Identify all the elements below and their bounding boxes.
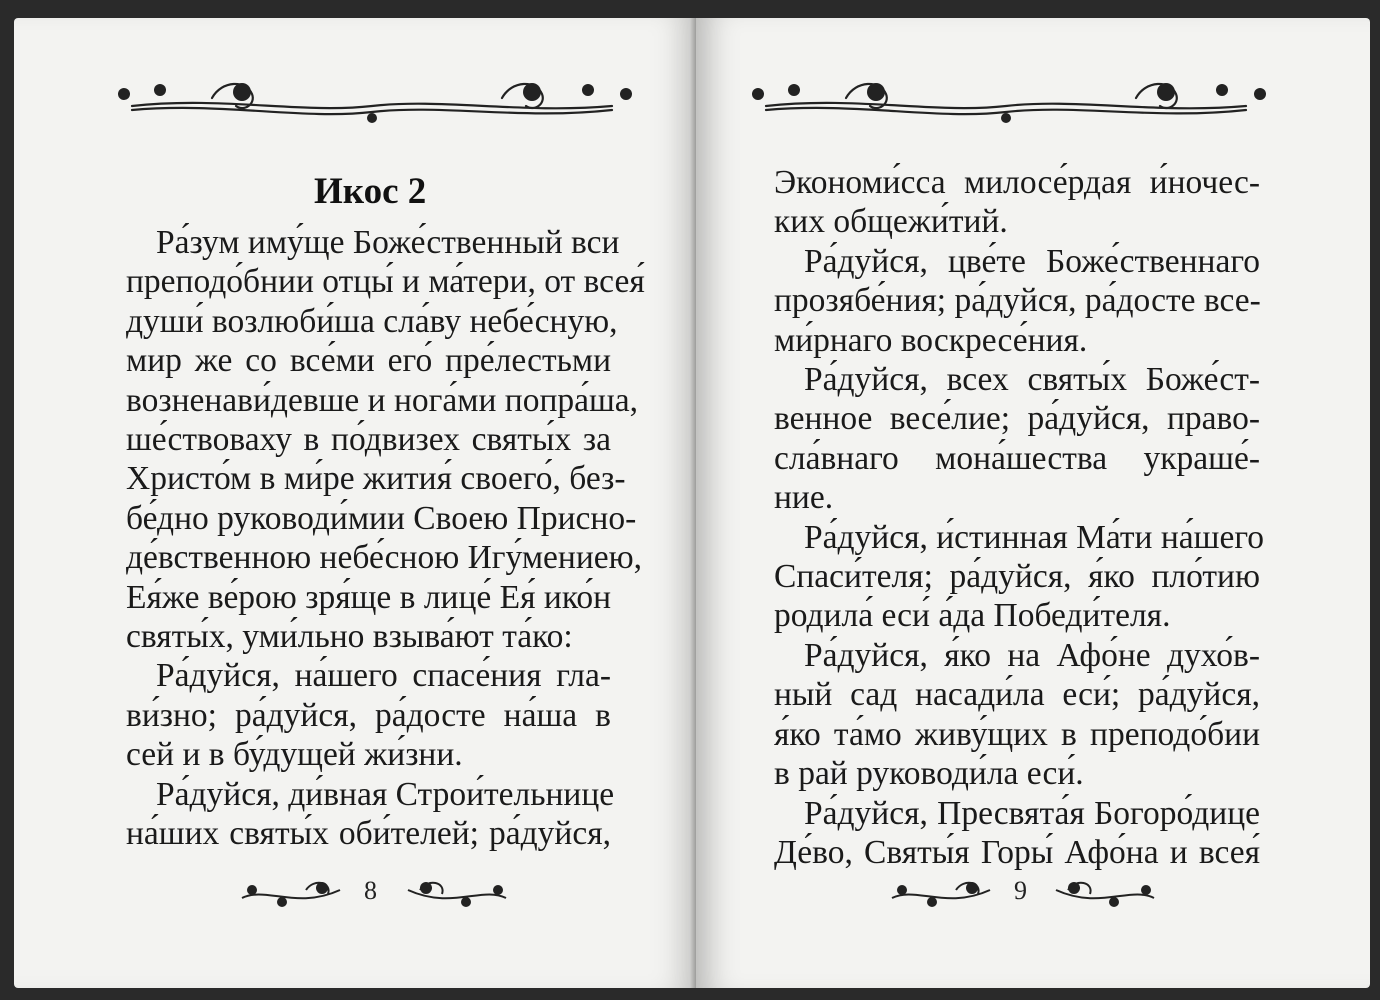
text-line: Ра́дуйся, всех святы́х Боже́ст- [804,361,1260,399]
text-line: ких общежи́тий. [774,203,1008,241]
text-line: на́ших святы́х оби́телей; ра́дуйся, [126,815,611,853]
text-line: я́ко та́мо живу́щих в преподо́бии [774,715,1260,753]
text-line: сла́внаго мона́шества украше́- [774,439,1260,477]
text-line: души́ возлюби́ша сла́ву небе́сную, [126,302,618,340]
floral-scroll-icon [736,68,1276,124]
text-line: Христо́м в ми́ре жития́ своего́, без- [126,460,626,498]
text-line: де́вственною небе́сною Игу́мениею, [126,539,643,577]
page-number: 9 [1014,876,1027,905]
text-line: в рай руководи́ла еси́. [774,755,1084,793]
text-line: мир же со все́ми его́ пре́лестьми [126,342,611,380]
right-page [696,18,1370,988]
text-line: Ра́дуйся, и́стинная Ма́ти на́шего [804,518,1264,556]
header-ornament-right [736,68,1276,124]
text-line: Экономи́сса милосе́рдая и́ночес- [774,164,1260,201]
text-line: ми́рнаго воскресе́ния. [774,321,1088,359]
footer-ornament-left-b [402,876,512,912]
floral-scroll-icon [886,876,996,912]
text-line: Ея́же ве́рою зря́ще в лице́ Ея́ ико́н [126,578,612,616]
right-page-text [774,163,1264,872]
floral-scroll-icon [102,68,642,124]
floral-scroll-icon [402,876,512,912]
text-line: родила́ еси́ а́да Победи́теля. [774,597,1171,635]
text-line: ный сад насади́ла еси́; ра́дуйся, [774,676,1260,714]
text-line: святы́х, уми́льно взыва́ют та́ко: [126,618,573,656]
floral-scroll-icon [1050,876,1160,912]
text-line: Ра́дуйся, на́шего спасе́ния гла- [156,657,611,695]
text-line: ви́зно; ра́дуйся, ра́досте на́ша в [126,696,611,734]
text-line: Де́во, Святы́я Горы́ Афо́на и всея́ [774,833,1260,871]
page-number: 8 [364,876,377,905]
text-line: венное весе́лие; ра́дуйся, право- [774,400,1260,438]
header-ornament-left [102,68,642,124]
text-line: преподо́бнии отцы́ и ма́тери, от всея́ [126,263,645,301]
text-line: Ра́дуйся, цве́те Боже́ственнаго [804,242,1260,280]
text-line: Ра́зум иму́ще Боже́ственный вси [156,224,620,261]
text-line: бе́дно руководи́мии Своею Присно- [126,499,637,537]
text-line: возненави́девше и нога́ми попра́ша, [126,381,639,419]
text-line: ние. [774,479,834,517]
text-line: прозябе́ния; ра́дуйся, ра́досте все- [774,282,1261,320]
page-heading: Икос 2 [314,171,427,212]
left-page-text [126,223,645,854]
floral-scroll-icon [236,876,346,912]
text-line: Ра́дуйся, я́ко на Афо́не духо́в- [804,636,1260,674]
footer-ornament-right-a [886,876,996,912]
footer-ornament-right-b [1050,876,1160,912]
footer-ornament-left-a [236,876,346,912]
left-page [14,18,696,988]
text-line: Спаси́теля; ра́дуйся, я́ко пло́тию [774,558,1260,596]
text-line: Ра́дуйся, ди́вная Строи́тельнице [156,775,615,813]
text-line: ше́ствоваху в по́двизех святы́х за [126,421,611,459]
text-line: Ра́дуйся, Пресвята́я Богоро́дице [804,794,1260,832]
text-line: сей и в бу́дущей жи́зни. [126,736,463,774]
